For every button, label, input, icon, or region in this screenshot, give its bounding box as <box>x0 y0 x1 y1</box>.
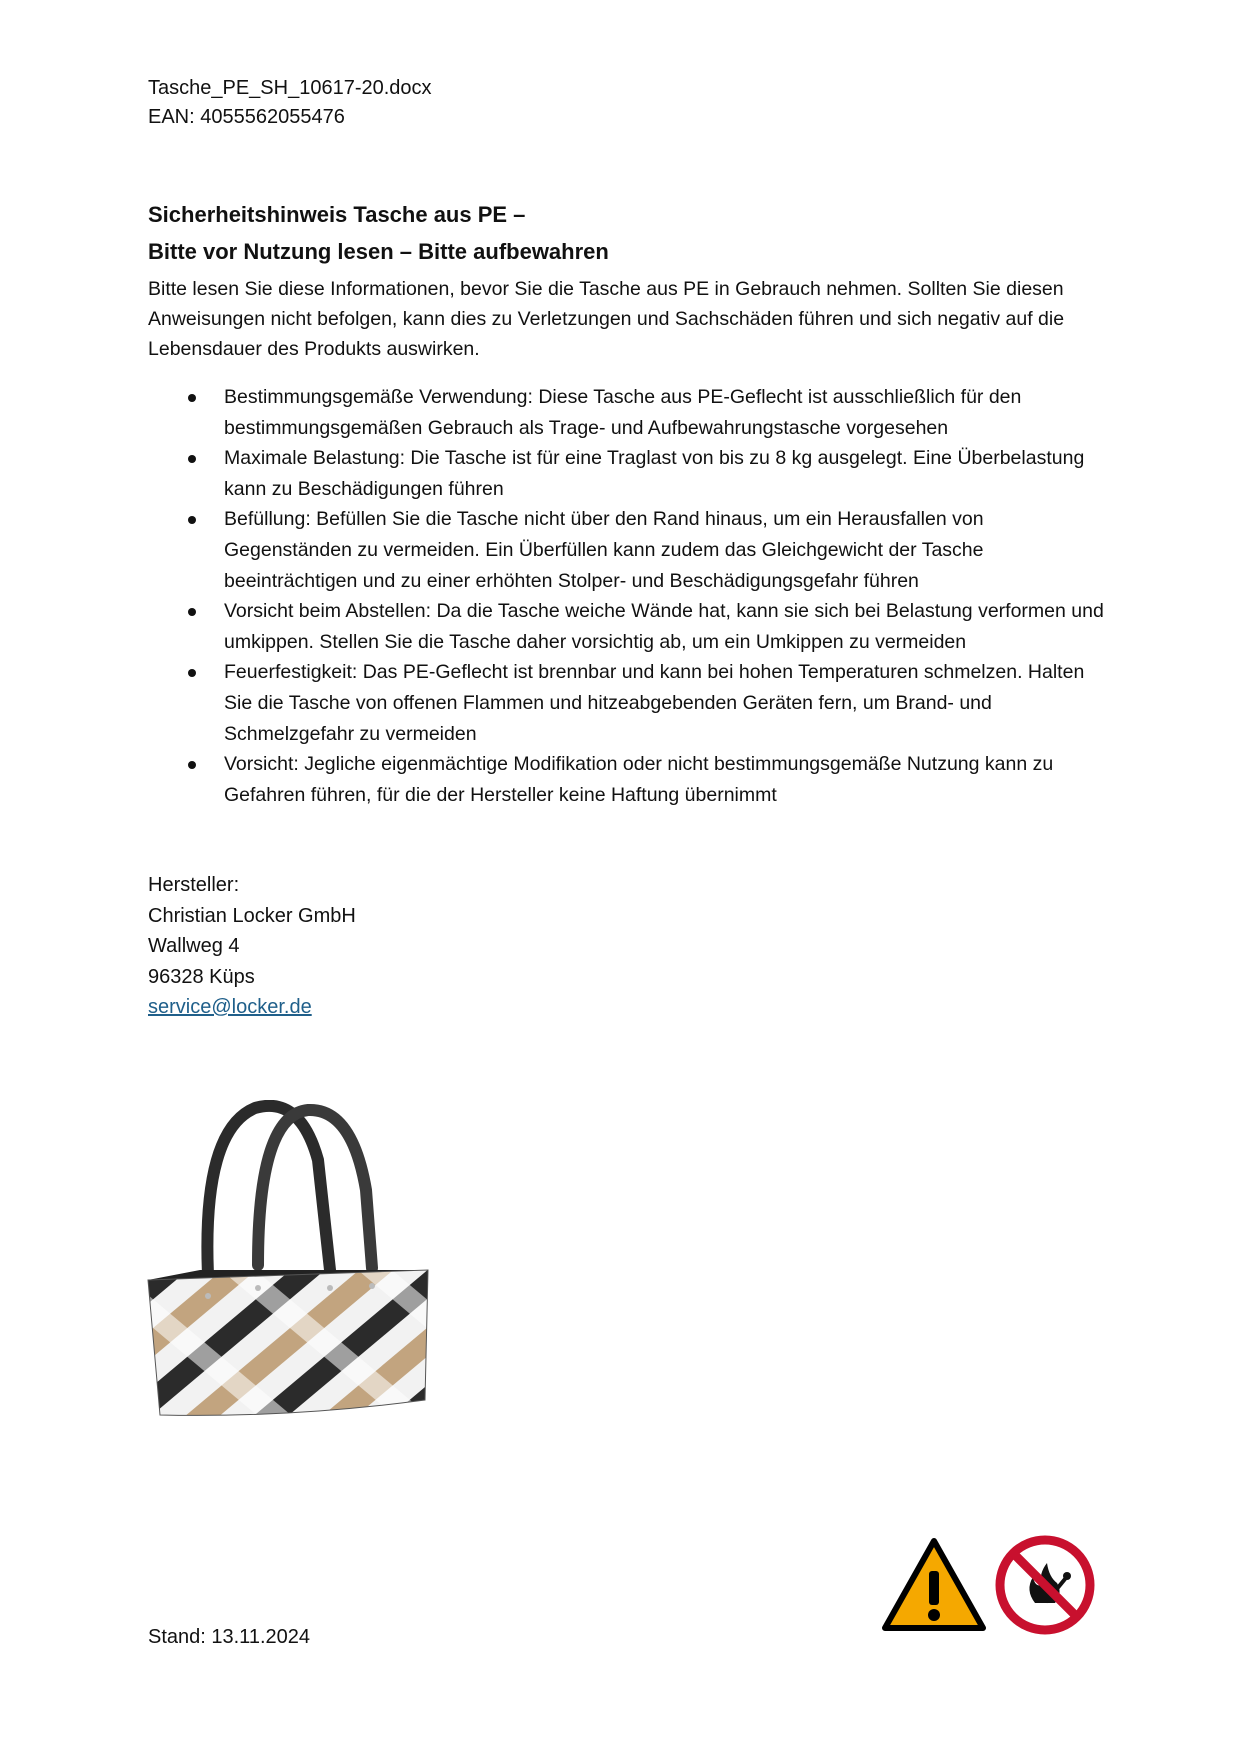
manufacturer-label: Hersteller: <box>148 874 240 896</box>
ean-code: EAN: 4055562055476 <box>148 106 345 128</box>
filename: Tasche_PE_SH_10617-20.docx <box>148 77 432 99</box>
list-item-text: Maximale Belastung: Die Tasche ist für eine Traglast von bis zu 8 kg ausgelegt. Eine Überbelastung kann zu Beschädigungen führen <box>224 447 1085 500</box>
list-item <box>148 443 1108 504</box>
bullet-icon <box>188 516 196 524</box>
bullet-icon <box>188 455 196 463</box>
list-item-text: Feuerfestigkeit: Das PE-Geflecht ist brennbar und kann bei hohen Temperaturen schmelzen. Halten Sie die Tasche von offenen Flammen und hitzeabgebenden Geräten fern, um Brand- und Schmelzgefahr zu vermeiden <box>224 661 1085 745</box>
list-item-text: Bestimmungsgemäße Verwendung: Diese Tasche aus PE-Geflecht ist ausschließlich für den bestimmungsgemäßen Gebrauch als Trage- und Aufbewahrungstasche vorgesehen <box>224 386 1022 439</box>
intro-paragraph: Bitte lesen Sie diese Informationen, bevor Sie die Tasche aus PE in Gebrauch nehmen. Sollten Sie diesen Anweisungen nicht befolgen, kann dies zu Verletzungen und Sachschäden führen und sich negativ auf die Lebensdauer des Produkts auswirken. <box>148 278 1065 360</box>
bullet-icon <box>188 761 196 769</box>
manufacturer-address <box>148 870 356 1023</box>
bullet-icon <box>188 394 196 402</box>
manufacturer-name: Christian Locker GmbH <box>148 904 356 927</box>
safety-list <box>148 382 1108 810</box>
page-title <box>148 196 609 270</box>
list-item-text: Vorsicht beim Abstellen: Da die Tasche weiche Wände hat, kann sie sich bei Belastung verformen und umkippen. Stellen Sie die Tasche daher vorsichtig ab, um ein Umkippen zu vermeiden <box>224 600 1104 653</box>
list-item <box>148 596 1108 657</box>
email-link[interactable]: service@locker.de <box>148 996 312 1018</box>
warning-triangle-icon <box>880 1535 988 1635</box>
bullet-icon <box>188 669 196 677</box>
document-date: Stand: 13.11.2024 <box>148 1626 310 1648</box>
bag-product-image <box>140 1100 455 1500</box>
title-line-1: Sicherheitshinweis Tasche aus PE – <box>148 202 526 227</box>
list-item <box>148 382 1108 443</box>
manufacturer-street: Wallweg 4 <box>148 935 240 957</box>
bullet-icon <box>188 608 196 616</box>
list-item-text: Vorsicht: Jegliche eigenmächtige Modifikation oder nicht bestimmungsgemäße Nutzung kann zu Gefahren führen, für die der Hersteller keine Haftung übernimmt <box>224 753 1054 806</box>
title-line-2: Bitte vor Nutzung lesen – Bitte aufbewahren <box>148 239 609 264</box>
list-item-text: Befüllung: Befüllen Sie die Tasche nicht über den Rand hinaus, um ein Herausfallen von Gegenständen zu vermeiden. Ein Überfüllen kann zudem das Gleichgewicht der Tasche beeinträchtigen und zu einer erhöhten Stolper- und Beschädigungsgefahr führen <box>224 508 984 592</box>
no-open-flame-icon <box>995 1535 1095 1635</box>
list-item <box>148 749 1108 810</box>
manufacturer-city: 96328 Küps <box>148 965 255 988</box>
list-item <box>148 657 1108 749</box>
list-item <box>148 504 1108 596</box>
document-meta <box>148 74 432 132</box>
